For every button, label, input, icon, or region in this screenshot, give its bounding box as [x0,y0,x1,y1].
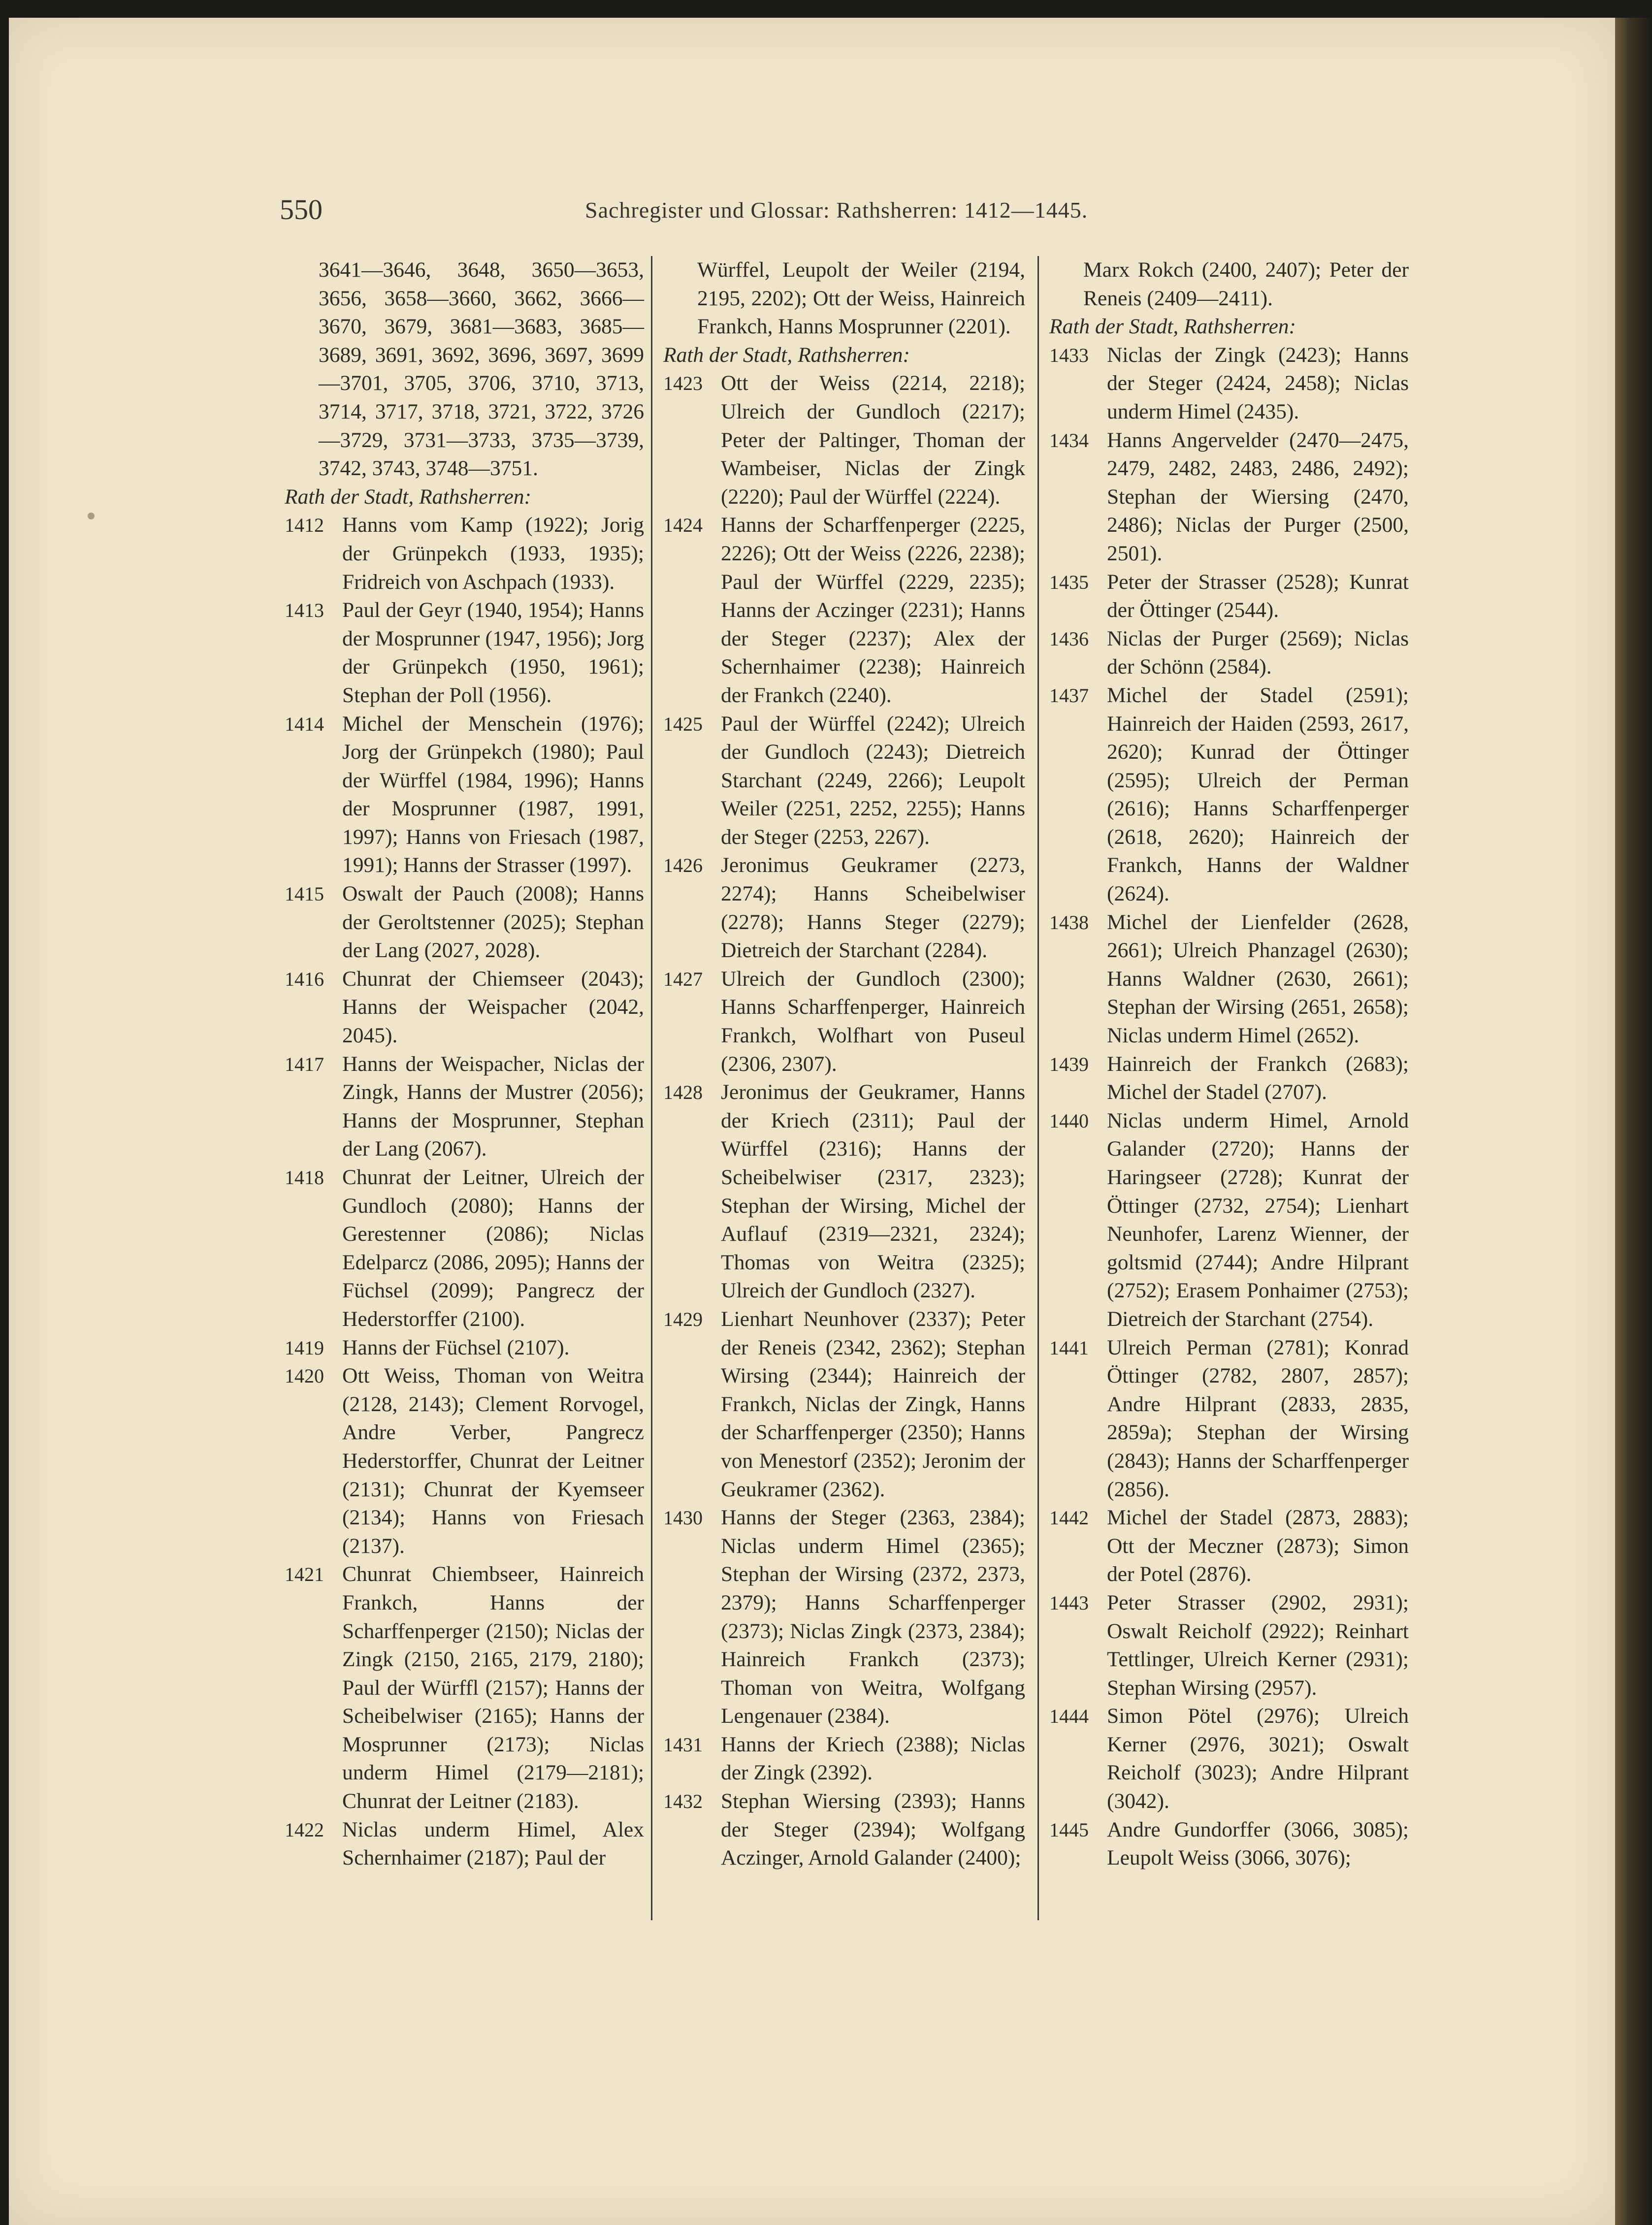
entry-year: 1427 [663,967,703,990]
index-entry [285,1163,644,1334]
index-continuation: Marx Rokch (2400, 2407); Peter der Reneis (2409—2411). [1083,258,1409,310]
index-entry [285,965,644,1050]
index-entry [663,851,1025,965]
entry-text: Oswalt der Pauch (2008); Hanns der Geroltstenner (2025); Stephan der Lang (2027, 2028). [342,882,644,963]
entry-year: 1434 [1049,429,1089,451]
running-head: Sachregister und Glossar: Rathsherren: 1412—1445. [585,197,1088,223]
index-entry [1049,1504,1409,1589]
column-1 [285,256,644,1872]
column-2 [663,256,1025,1872]
entry-year: 1431 [663,1733,703,1756]
entry-text: Paul der Würffel (2242); Ulreich der Gundloch (2243); Dietreich Starchant (2249, 2266); Leupolt Weiler (2251, 2252, 2255); Hanns der Steger (2253, 2267). [721,711,1025,849]
entry-text: Jeronimus Geukramer (2273, 2274); Hanns Scheibelwiser (2278); Hanns Steger (2279); Dietreich der Starchant (2284). [721,853,1025,963]
entry-year: 1415 [285,883,324,905]
entry-year: 1420 [285,1365,324,1387]
entry-text: Paul der Geyr (1940, 1954); Hanns der Mosprunner (1947, 1956); Jorg der Grünpekch (1950, 1961); Stephan der Poll (1956). [342,598,644,707]
entry-text: Ott der Weiss (2214, 2218); Ulreich der Gundloch (2217); Peter der Paltinger, Thoman der Wambeiser, Niclas der Zingk (2220); Paul der Würffel (2224). [721,371,1025,509]
index-entry [663,1787,1025,1872]
entry-text: Lienhart Neunhover (2337); Peter der Reneis (2342, 2362); Stephan Wirsing (2344); Hainreich der Frankch, Niclas der Zingk, Hanns der Scharffenperger (2350); Hanns von Menestorf (2352); Jeronim der Geukramer (2362). [721,1307,1025,1501]
entry-text: Hanns der Scharffenperger (2225, 2226); Ott der Weiss (2226, 2238); Paul der Würffel (2229, 2235); Hanns der Aczinger (2231); Hanns der Steger (2237); Alex der Schernhaimer (2238); Hainreich der Frankch (2240). [721,513,1025,707]
index-entry [1049,1334,1409,1504]
entry-year: 1416 [285,967,324,990]
entry-text: Chunrat der Leitner, Ulreich der Gundloch (2080); Hanns der Gerestenner (2086); Niclas Edelparcz (2086, 2095); Hanns der Füchsel (2099); Pangrecz der Hederstorffer (2100). [342,1165,644,1331]
index-entry [663,1504,1025,1731]
entry-text: Peter Strasser (2902, 2931); Oswalt Reicholf (2922); Reinhart Tettlinger, Ulreich Kerner (2931); Stephan Wirsing (2957). [1107,1590,1409,1700]
index-entry [1049,1702,1409,1815]
entry-text: Niclas der Zingk (2423); Hanns der Steger (2424, 2458); Niclas underm Himel (2435). [1107,343,1409,423]
entry-year: 1424 [663,514,703,537]
index-entry [1049,1816,1409,1872]
entry-year: 1413 [285,599,324,622]
entry-text: Michel der Menschein (1976); Jorg der Grünpekch (1980); Paul der Würffel (1984, 1996); Hanns der Mosprunner (1987, 1991, 1997); Hanns von Friesach (1987, 1991); Hanns der Strasser (1997). [342,711,644,877]
entry-year: 1419 [285,1336,324,1359]
entry-text: Hanns der Kriech (2388); Niclas der Zingk (2392). [721,1732,1025,1785]
index-entry [285,880,644,965]
entry-year: 1425 [663,712,703,735]
page-number: 550 [280,193,323,226]
index-entry [1049,1589,1409,1702]
entry-text: Chunrat der Chiemseer (2043); Hanns der Weispacher (2042, 2045). [342,967,644,1048]
entry-year: 1417 [285,1053,324,1075]
entry-year: 1426 [663,854,703,877]
index-entry [1049,568,1409,625]
index-entry [663,965,1025,1078]
index-entry [1049,341,1409,426]
index-continuation: Würffel, Leupolt der Weiler (2194, 2195, 2202); Ott der Weiss, Hainreich Frankch, Hanns Mosprunner (2201). [697,258,1025,339]
entry-year: 1437 [1049,684,1089,707]
entry-year: 1440 [1049,1109,1089,1132]
entry-year: 1439 [1049,1053,1089,1075]
entry-year: 1438 [1049,911,1089,934]
index-entry [663,710,1025,852]
entry-text: Stephan Wiersing (2393); Hanns der Steger (2394); Wolfgang Aczinger, Arnold Galander (2400); [721,1789,1025,1870]
section-heading: Rath der Stadt, Rathsherren: [285,484,531,509]
entry-year: 1443 [1049,1591,1089,1614]
entry-text: Hainreich der Frankch (2683); Michel der Stadel (2707). [1107,1052,1409,1104]
entry-year: 1428 [663,1081,703,1104]
index-entry [663,1731,1025,1787]
entry-year: 1414 [285,712,324,735]
entry-text: Niclas underm Himel, Alex Schernhaimer (2187); Paul der [342,1817,644,1870]
entry-year: 1436 [1049,627,1089,650]
index-entry [663,1078,1025,1305]
entry-text: Hanns vom Kamp (1922); Jorig der Grünpekch (1933, 1935); Fridreich von Aschpach (1933). [342,513,644,594]
ink-speck [88,513,95,519]
entry-text: Michel der Lienfelder (2628, 2661); Ulreich Phanzagel (2630); Hanns Waldner (2630, 2661); Stephan der Wirsing (2651, 2658); Niclas underm Himel (2652). [1107,910,1409,1048]
index-entry [1049,1107,1409,1334]
index-entry [1049,681,1409,908]
index-continuation: 3641—3646, 3648, 3650—3653, 3656, 3658—3660, 3662, 3666—3670, 3679, 3681—3683, 3685—3689, 3691, 3692, 3696, 3697, 3699—3701, 3705, 3706, 3710, 3713, 3714, 3717, 3718, 3721, 3722, 3726—3729, 3731—3733, 3735—3739, 3742, 3743, 3748—3751. [319,258,644,481]
section-heading: Rath der Stadt, Rathsherren: [1049,315,1296,339]
index-entry [285,1816,644,1872]
entry-year: 1412 [285,514,324,537]
index-entry [1049,625,1409,681]
index-entry [1049,426,1409,568]
index-entry [285,710,644,880]
index-entry [285,1560,644,1815]
entry-text: Chunrat Chiembseer, Hainreich Frankch, Hanns der Scharffenperger (2150); Niclas der Zingk (2150, 2165, 2179, 2180); Paul der Würffl (2157); Hanns der Scheibelwiser (2165); Hanns der Mosprunner (2173); Niclas underm Himel (2179—2181); Chunrat der Leitner (2183). [342,1562,644,1813]
page-header [280,193,1314,237]
index-entry [285,511,644,596]
entry-text: Niclas underm Himel, Arnold Galander (2720); Hanns der Haringseer (2728); Kunrat der Öttinger (2732, 2754); Lienhart Neunhofer, Larenz Wienner, der goltsmid (2744); Andre Hilprant (2752); Erasem Ponhaimer (2753); Dietreich der Starchant (2754). [1107,1108,1409,1331]
column-rule [651,256,652,1920]
column-rule [1037,256,1039,1920]
entry-year: 1445 [1049,1818,1089,1841]
entry-text: Hanns der Steger (2363, 2384); Niclas underm Himel (2365); Stephan der Wirsing (2372, 2373, 2379); Hanns Scharffenperger (2373); Niclas Zingk (2373, 2384); Hainreich Frankch (2373); Thoman von Weitra, Wolfgang Lengenauer (2384). [721,1506,1025,1728]
index-entry [285,1362,644,1560]
entry-year: 1418 [285,1166,324,1189]
entry-text: Ulreich Perman (2781); Konrad Öttinger (2782, 2807, 2857); Andre Hilprant (2833, 2835, 2859a); Stephan der Wirsing (2843); Hanns der Scharffenperger (2856). [1107,1335,1409,1501]
entry-year: 1422 [285,1818,324,1841]
entry-text: Peter der Strasser (2528); Kunrat der Öttinger (2544). [1107,570,1409,622]
entry-text: Niclas der Purger (2569); Niclas der Schönn (2584). [1107,626,1409,679]
entry-year: 1435 [1049,571,1089,593]
index-entry [285,1050,644,1163]
index-entry [1049,1050,1409,1107]
entry-year: 1432 [663,1790,703,1813]
index-entry [285,596,644,709]
index-entry [663,511,1025,709]
entry-text: Hanns der Weispacher, Niclas der Zingk, Hanns der Mustrer (2056); Hanns der Mosprunner, Stephan der Lang (2067). [342,1052,644,1161]
entry-text: Ott Weiss, Thoman von Weitra (2128, 2143); Clement Rorvogel, Andre Verber, Pangrecz Hederstorffer, Chunrat der Leitner (2131); Chunrat der Kyemseer (2134); Hanns von Friesach (2137). [342,1364,644,1558]
entry-text: Simon Pötel (2976); Ulreich Kerner (2976, 3021); Oswalt Reicholf (3023); Andre Hilprant (3042). [1107,1704,1409,1813]
entry-year: 1423 [663,372,703,395]
entry-year: 1442 [1049,1507,1089,1529]
section-heading: Rath der Stadt, Rathsherren: [663,343,910,367]
index-entry [663,1305,1025,1504]
entry-text: Jeronimus der Geukramer, Hanns der Kriech (2311); Paul der Würffel (2316); Hanns der Scheibelwiser (2317, 2323); Stephan der Wirsing, Michel der Auflauf (2319—2321, 2324); Thomas von Weitra (2325); Ulreich der Gundloch (2327). [721,1080,1025,1303]
entry-year: 1421 [285,1563,324,1586]
index-entry [663,369,1025,511]
entry-text: Andre Gundorffer (3066, 3085); Leupolt Weiss (3066, 3076); [1107,1817,1409,1870]
column-3 [1049,256,1409,1872]
entry-year: 1444 [1049,1705,1089,1728]
entry-text: Hanns Angervelder (2470—2475, 2479, 2482, 2483, 2486, 2492); Stephan der Wiersing (2470, 2486); Niclas der Purger (2500, 2501). [1107,428,1409,565]
entry-year: 1441 [1049,1336,1089,1359]
index-entry [285,1334,644,1362]
entry-text: Ulreich der Gundloch (2300); Hanns Scharffenperger, Hainreich Frankch, Wolfhart von Puseul (2306, 2307). [721,967,1025,1076]
entry-year: 1430 [663,1507,703,1529]
page-edge-shadow [1615,18,1652,2225]
entry-year: 1433 [1049,344,1089,366]
entry-year: 1429 [663,1308,703,1330]
entry-text: Michel der Stadel (2873, 2883); Ott der Meczner (2873); Simon der Potel (2876). [1107,1506,1409,1586]
entry-text: Michel der Stadel (2591); Hainreich der Haiden (2593, 2617, 2620); Kunrad der Öttinger (2595); Ulreich der Perman (2616); Hanns Scharffenperger (2618, 2620); Hainreich der Frankch, Hanns der Waldner (2624). [1107,683,1409,906]
index-entry [1049,908,1409,1050]
entry-text: Hanns der Füchsel (2107). [342,1335,570,1359]
